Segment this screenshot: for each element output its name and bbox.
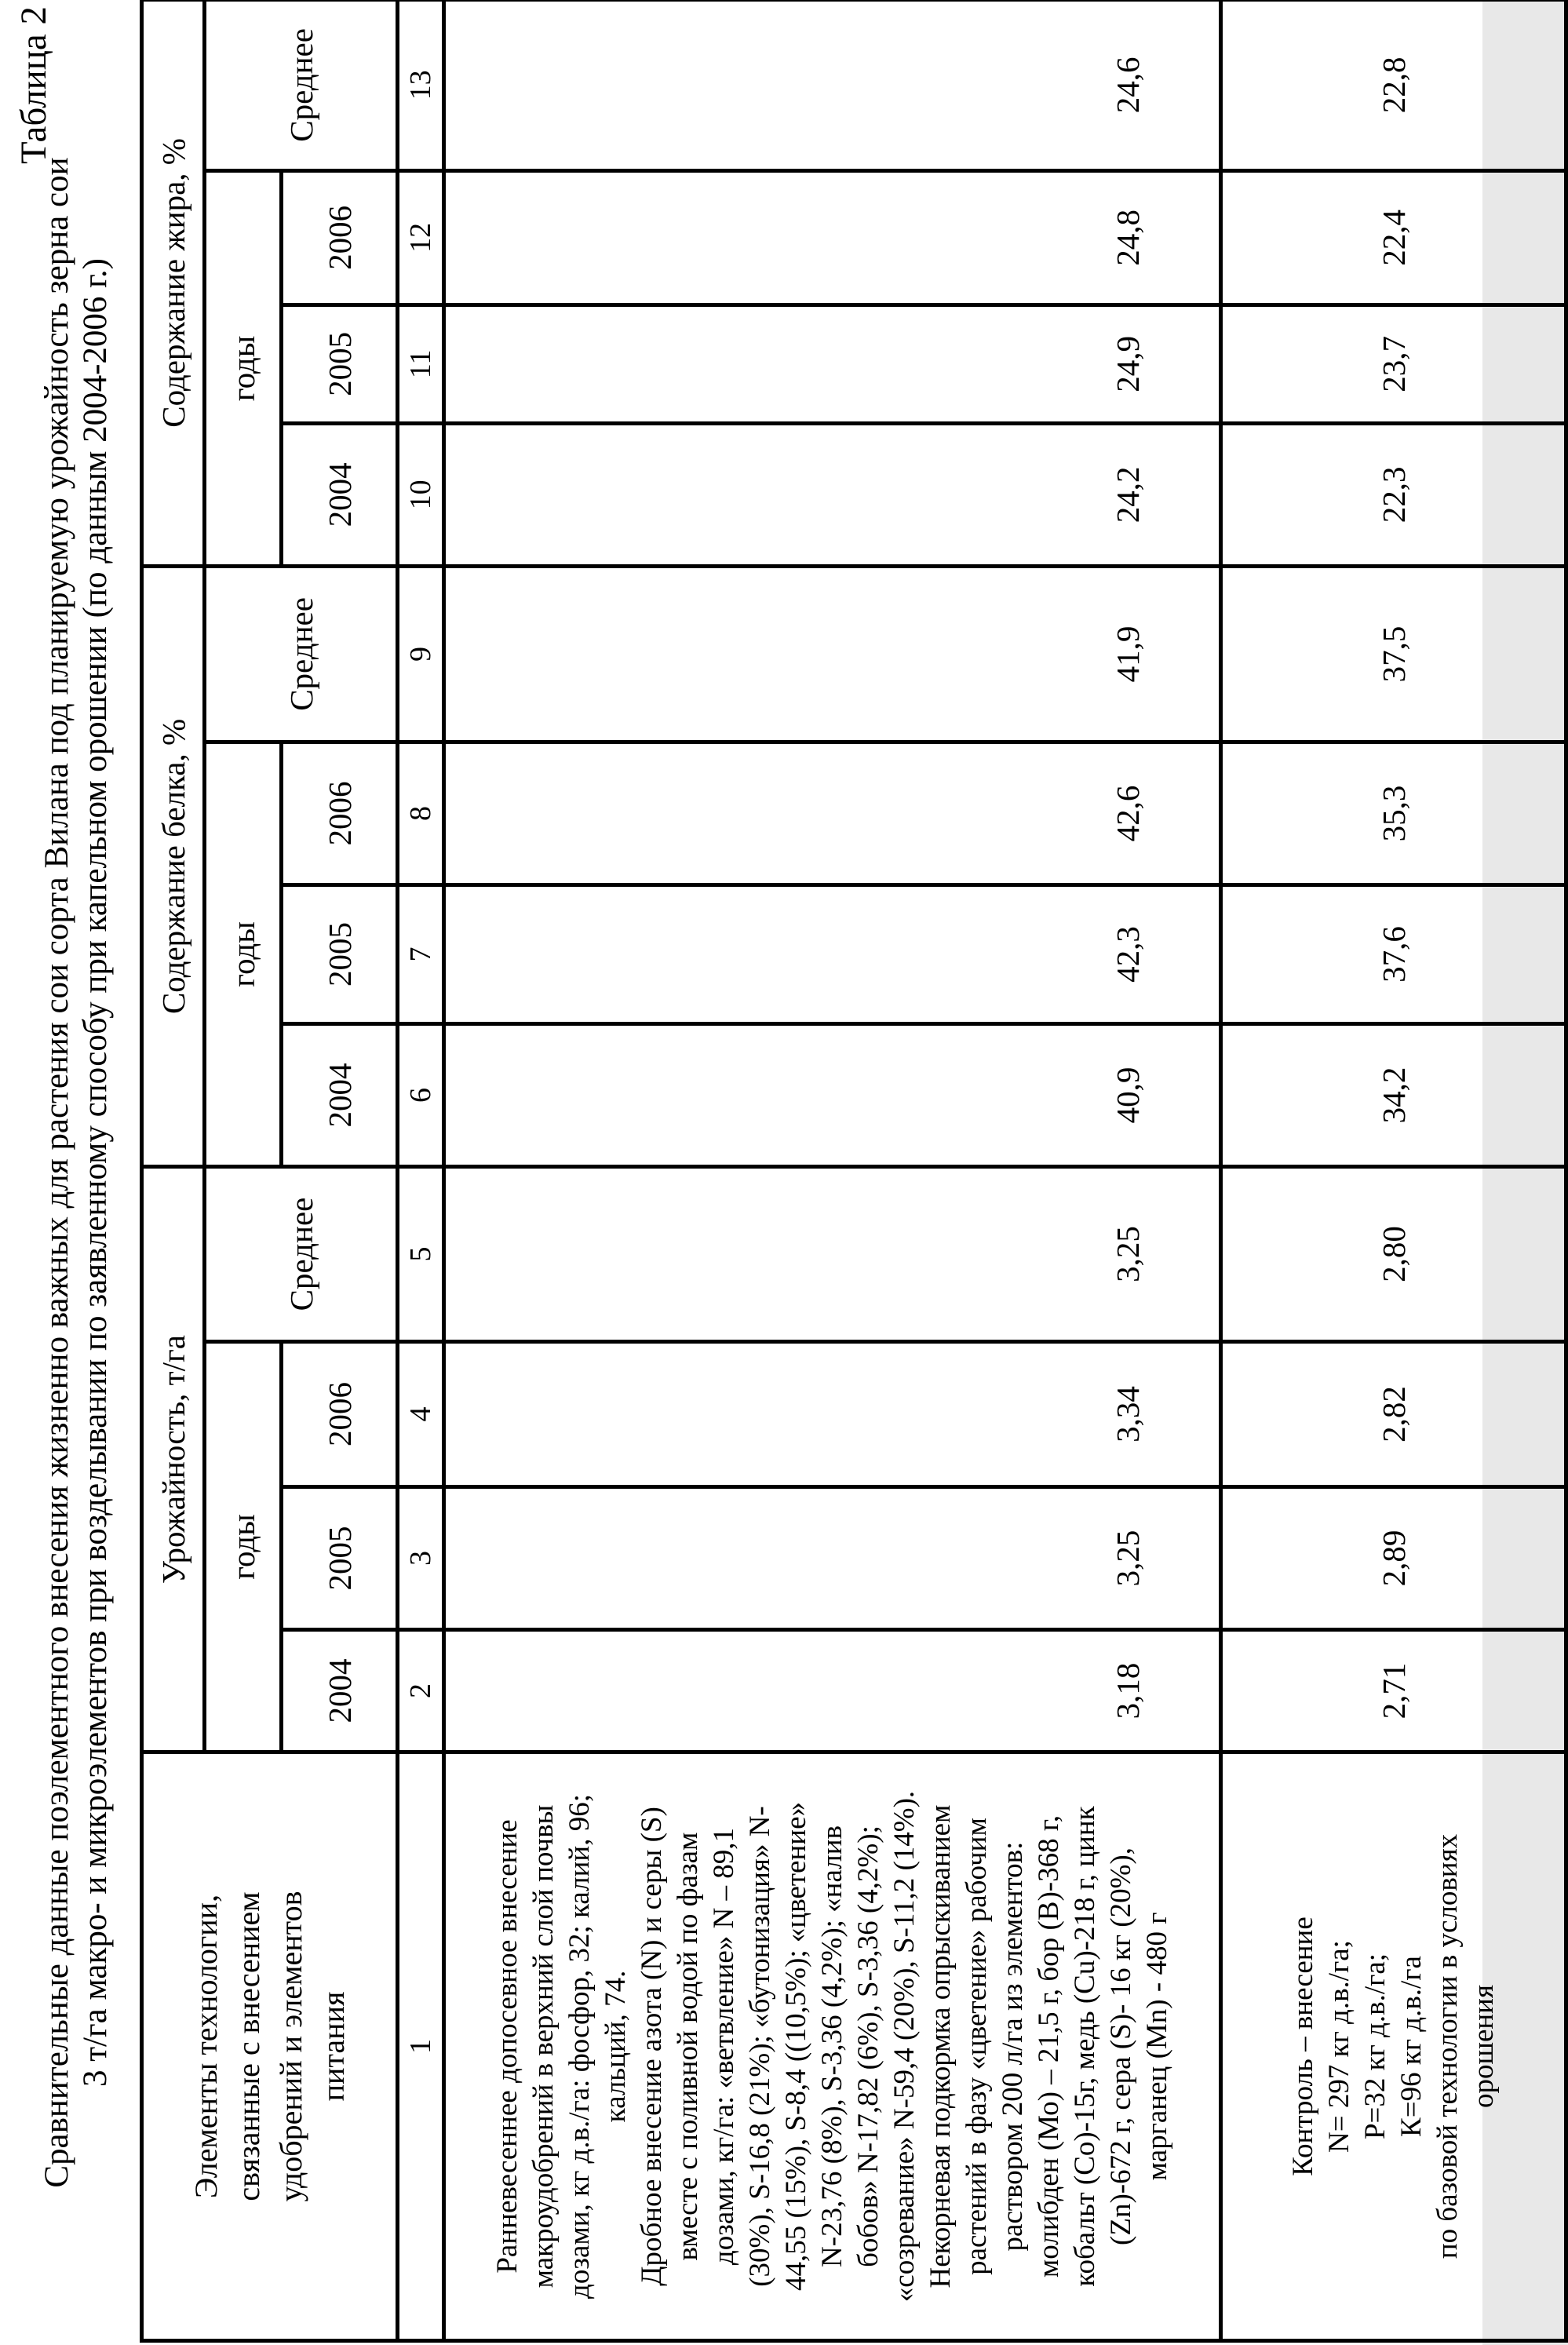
avg-label-fat: Среднее	[205, 0, 398, 170]
row2-description-cell: Контроль – внесение N= 297 кг д.в./га; P=32 кг д.в./га; К=96 кг д.в./га по базовой технологии в условиях орошения	[1221, 1752, 1566, 2341]
year-cell-protein-2005: 2005	[282, 884, 398, 1023]
index-cell-6: 6	[398, 1023, 444, 1166]
years-label-fat: годы	[205, 170, 282, 566]
avg-label-yield: Среднее	[205, 1166, 398, 1341]
index-cell-12: 12	[398, 170, 444, 305]
index-cell-10: 10	[398, 423, 444, 566]
avg-label-protein: Среднее	[205, 566, 398, 742]
index-cell-8: 8	[398, 742, 444, 884]
value-cell: 22,8	[1221, 0, 1566, 170]
value-cell: 2,71	[1221, 1630, 1566, 1752]
group-header-protein: Содержание белка, %	[142, 566, 205, 1166]
table-caption-line-2: 3 т/га макро- и микроэлементов при возделывании по заявленному способу при капельном орошении (по данным 2004-2006 г.)	[77, 257, 114, 2088]
index-cell-9: 9	[398, 566, 444, 742]
year-cell-yield-2006: 2006	[282, 1342, 398, 1487]
column1-header: Элементы технологии, связанные с внесением удобрений и элементов питания	[142, 1752, 398, 2341]
value-cell: 2,80	[1221, 1166, 1566, 1341]
index-cell-13: 13	[398, 0, 444, 170]
table-caption-line-1: Сравнительные данные поэлементного внесения жизненно важных для растения сои сорта Вилана под планируемую урожайность зерна сои	[38, 157, 75, 2188]
data-row-claimed-method	[444, 0, 1221, 2341]
value-cell: 42,3	[444, 884, 1221, 1023]
value-cell: 22,3	[1221, 423, 1566, 566]
value-cell: 35,3	[1221, 742, 1566, 884]
year-cell-protein-2004: 2004	[282, 1023, 398, 1166]
value-cell: 37,6	[1221, 884, 1566, 1023]
year-cell-fat-2005: 2005	[282, 305, 398, 423]
years-label-protein: годы	[205, 742, 282, 1166]
value-cell: 40,9	[444, 1023, 1221, 1166]
index-cell-5: 5	[398, 1166, 444, 1341]
year-cell-yield-2005: 2005	[282, 1487, 398, 1630]
data-row-control	[1221, 0, 1566, 2341]
index-cell-1: 1	[398, 1752, 444, 2341]
value-cell: 3,18	[444, 1630, 1221, 1752]
header-row-groups	[142, 0, 205, 2341]
column-index-row	[398, 0, 444, 2341]
index-cell-11: 11	[398, 305, 444, 423]
group-header-yield: Урожайность, т/га	[142, 1166, 205, 1752]
data-table	[140, 0, 1568, 2343]
years-label-yield: годы	[205, 1342, 282, 1752]
year-cell-protein-2006: 2006	[282, 742, 398, 884]
value-cell: 2,82	[1221, 1342, 1566, 1487]
value-cell: 42,6	[444, 742, 1221, 884]
index-cell-7: 7	[398, 884, 444, 1023]
year-cell-fat-2004: 2004	[282, 423, 398, 566]
year-cell-yield-2004: 2004	[282, 1630, 398, 1752]
year-cell-fat-2006: 2006	[282, 170, 398, 305]
value-cell: 3,25	[444, 1166, 1221, 1341]
value-cell: 24,6	[444, 0, 1221, 170]
row1-description-cell: Ранневесеннее допосевное внесение макроудобрений в верхний слой почвы дозами, кг д.в./га: фосфор, 32; калий, 96; кальций, 74. Дробное внесение азота (N) и серы (S) вместе с поливной водой по фазам дозами, кг/га: «ветвление» N – 89,1 (30%), S-16,8 (21%); «бутонизация» N- 44,55 (15%), S-8,4 ((10,5%); «цветение» N-23,76 (8%), S-3,36 (4,2%); «налив бобов» N-17,82 (6%), S-3,36 (4,2%); «созревание» N-59,4 (20%), S-11,2 (14%). Некорневая подкормка опрыскиванием растений в фазу «цветение» рабочим раствором 200 л/га из элементов: молибден (Мо) – 21,5 г, бор (В)-368 г, кобальт (Со)-15г, медь (Cu)-218 г, цинк (Zn)-672 г, сера (S)- 16 кг (20%), марганец (Mn) - 480 г	[444, 1752, 1221, 2341]
value-cell: 41,9	[444, 566, 1221, 742]
index-cell-4: 4	[398, 1342, 444, 1487]
value-cell: 37,5	[1221, 566, 1566, 742]
value-cell: 3,34	[444, 1342, 1221, 1487]
page-title: Таблица 2	[13, 6, 54, 165]
value-cell: 34,2	[1221, 1023, 1566, 1166]
value-cell: 3,25	[444, 1487, 1221, 1630]
group-header-fat: Содержание жира, %	[142, 0, 205, 566]
index-cell-3: 3	[398, 1487, 444, 1630]
value-cell: 23,7	[1221, 305, 1566, 423]
index-cell-2: 2	[398, 1630, 444, 1752]
value-cell: 2,89	[1221, 1487, 1566, 1630]
value-cell: 22,4	[1221, 170, 1566, 305]
value-cell: 24,8	[444, 170, 1221, 305]
value-cell: 24,9	[444, 305, 1221, 423]
value-cell: 24,2	[444, 423, 1221, 566]
